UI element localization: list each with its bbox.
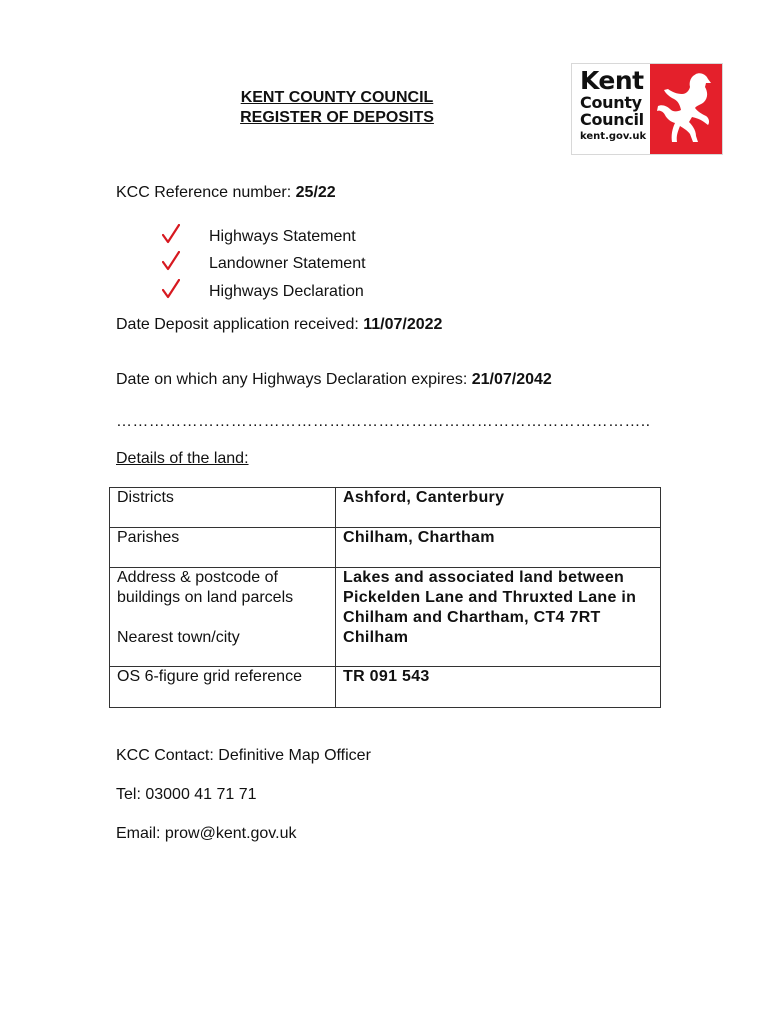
land-details-table xyxy=(109,487,661,708)
reference-label: KCC Reference number: xyxy=(116,184,296,201)
table-row xyxy=(110,488,661,528)
document-title xyxy=(215,88,459,128)
white-horse-icon xyxy=(656,70,716,148)
table-cell-label: Districts xyxy=(110,488,336,528)
table-cell-label: Parishes xyxy=(110,528,336,568)
reference-value: 25/22 xyxy=(295,184,336,201)
table-cell-value: Lakes and associated land between Pickelden Lane and Thruxted Lane in Chilham and Chartham, CT4 7RT xyxy=(336,568,661,629)
table-cell-label: OS 6-figure grid reference xyxy=(110,667,336,708)
email-line: Email: prow@kent.gov.uk xyxy=(116,825,297,842)
table-cell-value: Chilham, Chartham xyxy=(336,528,661,568)
checklist-label: Landowner Statement xyxy=(209,255,366,272)
date-expires-line xyxy=(116,370,552,390)
logo-text-county: County xyxy=(580,93,642,112)
table-cell-value: TR 091 543 xyxy=(336,667,661,708)
date-received-line xyxy=(116,315,442,335)
reference-number-line xyxy=(116,183,336,203)
checkmark-icon xyxy=(162,224,180,244)
table-cell-value: Ashford, Canterbury xyxy=(336,488,661,528)
checklist-label: Highways Declaration xyxy=(209,283,364,300)
dotted-separator: …………………………………………………………………………………….. xyxy=(116,413,651,430)
contact-line: KCC Contact: Definitive Map Officer xyxy=(116,747,371,764)
logo-red-panel xyxy=(650,64,722,154)
logo-text-council: Council xyxy=(580,110,644,129)
logo-url: kent.gov.uk xyxy=(580,131,647,142)
date-received-label: Date Deposit application received: xyxy=(116,316,364,333)
table-row xyxy=(110,528,661,568)
table-cell-value: Chilham xyxy=(336,628,661,667)
date-expires-label: Date on which any Highways Declaration expires: xyxy=(116,371,472,388)
checklist-label: Highways Statement xyxy=(209,228,356,245)
date-expires-value: 21/07/2042 xyxy=(471,371,552,388)
title-line-2: REGISTER OF DEPOSITS xyxy=(240,109,434,126)
table-row xyxy=(110,568,661,629)
table-row xyxy=(110,667,661,708)
table-cell-label: Address & postcode of buildings on land parcels xyxy=(110,568,336,629)
title-line-1: KENT COUNTY COUNCIL xyxy=(240,89,434,106)
kent-county-council-logo xyxy=(571,63,723,155)
logo-wordmark xyxy=(580,68,650,144)
table-row xyxy=(110,628,661,667)
checkmark-icon xyxy=(162,279,180,299)
table-cell-label: Nearest town/city xyxy=(110,628,336,667)
checkmark-icon xyxy=(162,251,180,271)
details-heading: Details of the land: xyxy=(116,450,249,467)
logo-text-kent: Kent xyxy=(580,66,644,95)
telephone-line: Tel: 03000 41 71 71 xyxy=(116,786,257,803)
date-received-value: 11/07/2022 xyxy=(363,316,443,333)
